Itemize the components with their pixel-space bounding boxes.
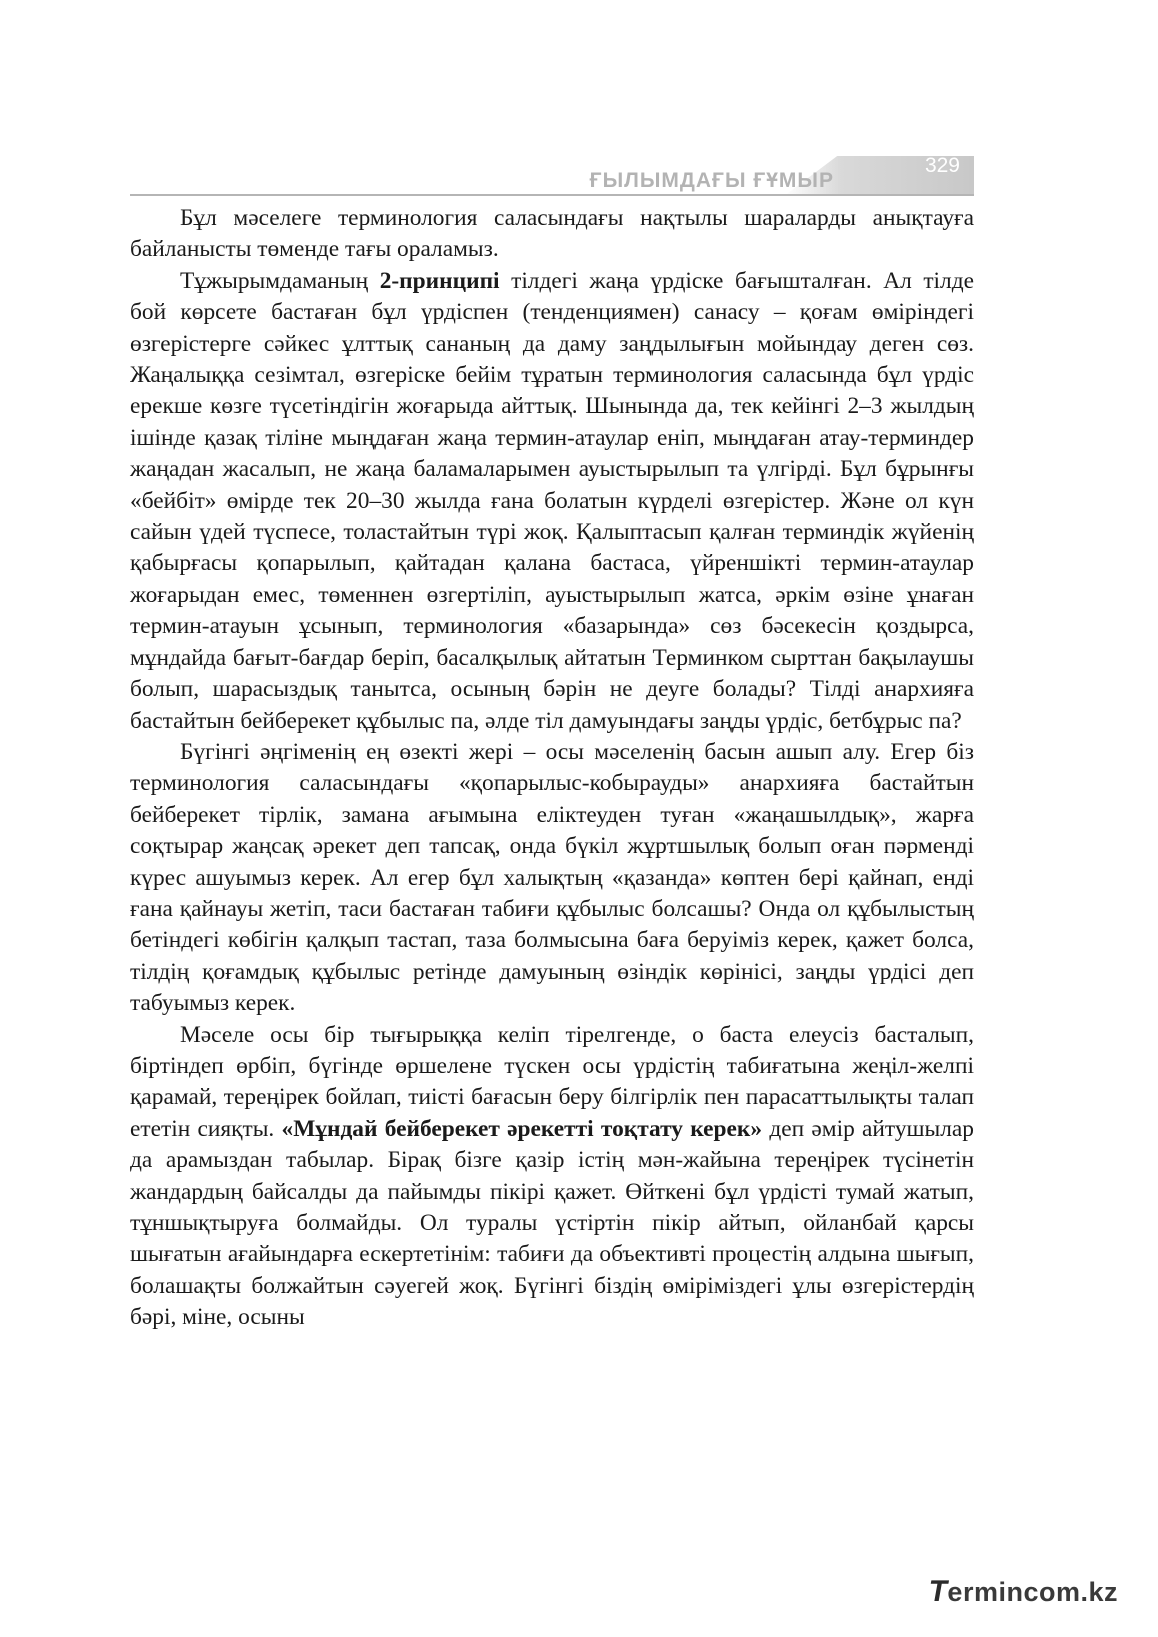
bold-text: 2-принципі xyxy=(379,267,500,294)
page-number: 329 xyxy=(924,154,960,177)
paragraph xyxy=(130,203,974,266)
paragraph xyxy=(130,266,974,737)
text-segment: Бұл мәселеге терминология саласындағы нақтылы шараларды анықтауға байланысты төменде тағы ораламыз. xyxy=(130,205,974,263)
bold-text: «Мұндай бейберекет әрекетті тоқтату керек» xyxy=(281,1115,763,1142)
paragraph xyxy=(130,737,974,1020)
text-segment: Тұжырымдаманың xyxy=(180,267,380,294)
body-text xyxy=(130,203,974,1334)
running-header xyxy=(130,148,974,196)
paragraph xyxy=(130,1020,974,1334)
text-segment: Мәселе осы бір тығырыққа келіп тірелгенде, о баста елеусіз басталып, біртіндеп өрбіп, бүгінде өршелене түскен осы үрдістің табиғатына жеңіл-желпі қарамай, тереңірек бойлап, тиісті бағасын беру білгірлік пен парасаттылықты талап ететін сияқты. xyxy=(130,1021,974,1142)
running-title: ҒЫЛЫМДАҒЫ ҒҰМЫР xyxy=(589,169,834,192)
text-segment: Бүгінгі әңгіменің ең өзекті жері – осы мәселенің басын ашып алу. Егер біз терминология саласындағы «қопарылыс-кобырауды» анархияға бастайтын бейберекет тірлік, замана ағымына еліктеуден туған «жаңашылдық», жарға соқтырар жаңсақ әрекет деп тапсақ, онда бүкіл жұртшылық болып оған пәрменді күрес ашуымыз керек. Ал егер бұл халықтың «қазанда» көптен бері қайнап, енді ғана қайнауы жетіп, таси бастаған табиғи құбылыс болсашы? Онда ол құбылыстың бетіндегі көбігін қалқып тастап, таза болмысына баға беруіміз керек, қажет болса, тілдің қоғамдық құбылыс ретінде дамуының өзіндік көрінісі, заңды үрдісі деп табуымыз керек. xyxy=(130,738,974,1017)
termincom-watermark: Termincom.kz xyxy=(925,1575,1118,1608)
text-segment: тілдегі жаңа үрдіске бағышталған. Ал тілде бой көрсете бастаған бұл үрдіспен (тенденциямен) санасу – қоғам өміріндегі өзгерістерге сәйкес ұлттық сананың да даму заңдылығын мойындау деген сөз. Жаңалыққа сезімтал, өзгеріске бейім тұратын терминология саласында бұл үрдіс ерекше көзге түсетіндігін жоғарыда айттық. Шынында да, тек кейінгі 2–3 жылдың ішінде қазақ тіліне мыңдаған жаңа термин-атаулар еніп, мыңдаған атау-терминдер жаңадан жасалып, не жаңа баламаларымен ауыстырылып та үлгірді. Бұл бұрынғы «бейбіт» өмірде тек 20–30 жылда ғана болатын күрделі өзгерістер. Және ол күн сайын үдей түспесе, толастайтын түрі жоқ. Қалыптасып қалған терминдік жүйенің қабырғасы қопарылып, қайтадан қалана бастаса, үйреншікті термин-атаулар жоғарыдан емес, төменнен өзгертіліп, ауыстырылып жатса, әркім өзіне ұнаған термин-атауын ұсынып, терминология «базарында» сөз бәсекесін қоздырса, мұндайда бағыт-бағдар беріп, басалқылық айтатын Терминком сырттан бақылаушы болып, шарасыздық танытса, осының бәрін не деуге болады? Тілді анархияға бастайтын бейберекет құбылыс па, әлде тіл дамуындағы заңды үрдіс, бетбұрыс па? xyxy=(130,267,975,734)
header-rule xyxy=(130,194,974,196)
text-segment: деп әмір айтушылар да арамыздан табылар. Бірақ бізге қазір істің мән-жайына тереңірек түсінетін жандардың байсалды да пайымды пікірі қажет. Өйткені бұл үрдісті тумай жатып, тұншықтыруға болмайды. Ол туралы үстіртін пікір айтып, ойланбай қарсы шығатын ағайындарға ескертетінім: табиғи да объективті процестің алдына шығып, болашақты болжайтын сәуегей жоқ. Бүгінгі біздің өміріміздегі ұлы өзгерістердің бәрі, міне, осыны xyxy=(130,1115,974,1331)
